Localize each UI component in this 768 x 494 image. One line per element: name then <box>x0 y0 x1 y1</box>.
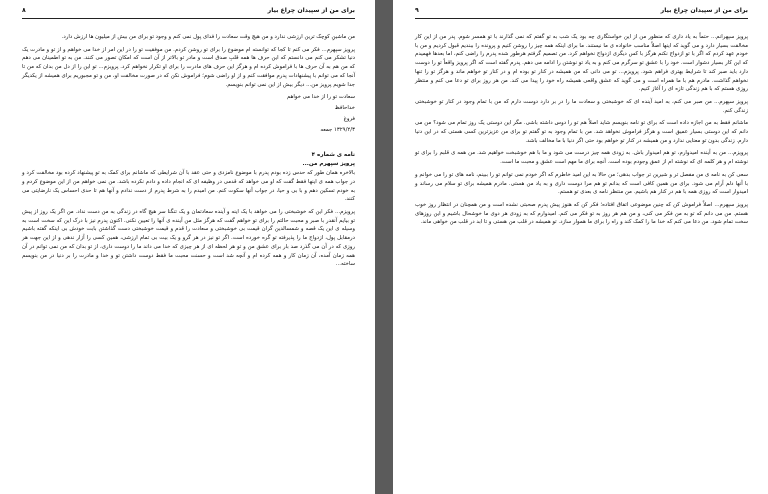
page-body <box>415 33 748 231</box>
running-header <box>415 6 748 19</box>
letter-signoff: خداحافظ <box>334 105 355 112</box>
letter-paragraph: پرویزم... من به آینده امیدوارم، تو هم امیدوار باش. به زودی همه چیز درست می شود و ما با هم خوشبخت خواهیم شد. من همه ی قلبم را برای تو نوشته ام و هر کلمه ای که نوشته ام از عمق وجودم بوده است. آنچه برای ما مهم است عشق و محبت ما است. <box>415 150 748 166</box>
letter-paragraph: پرویز سپهرانم... حتماً به یاد داری که منظور من از این خواستگاری چه بود یک شب به تو گفتم که نمی گذارند با تو همسر شوم. پدر من از این کار مخالفت بسیار دارد و می گوید که اینها اصلاً مناسب خانواده ی ما نیستند. ما برای اینکه همه چیز را روشن کنیم و پرونده را ببندیم قبول کردیم و من با خودم عهد کردم که اگر با تو ازدواج نکنم هرگز با کس دیگری ازدواج نخواهم کرد. من تصمیم گرفتم هرطور شده پدرم را راضی کنم، اما بعدها فهمیدم که این کار بسیار دشوار است. خود را با عشق تو سرگرم می کنم و به یاد تو نوشتن را ادامه می دهم. پدرم گفته است که اگر پرویز واقعاً تو را دوست دارد باید صبر کند تا شرایط بهتری فراهم شود. پرویزم... تو می دانی که من همیشه در کنار تو بوده ام و در کنار تو خواهم ماند و هرگز تو را تنها نخواهم گذاشت. مادرم هم با ما همراه است و می گوید که عشق واقعی همیشه راه خود را پیدا می کند. من هر روز برای تو دعا می کنم و منتظر روزی هستم که با هم زندگی تازه ای را آغاز کنیم. <box>415 34 748 93</box>
letter-paragraph: پرویز سپهرم... اصلاً فراموش کن که چنین موضوعی اتفاق افتاده؛ فکر کن که هنوز پیش پدرم صحبتی نشده است و من همچنان در انتظار روز خوب هستم. من می دانم که تو به من فکر می کنی، و من هم هر روز به تو فکر می کنم. امیدوارم که به زودی هر دوی ما خوشحال باشیم و این روزهای سخت تمام شود. من دعا می کنم که خدا ما را کمک کند و راه را برای ما هموار سازد. تو همیشه در قلب من هستی و تا ابد در قلب من خواهی ماند. <box>415 201 748 226</box>
letter-paragraph: پرویز سپهرم... من صبر می کنم، به امید آینده ای که خوشبختی و سعادت ما را در بر دارد دوست دارم که من با تمام وجود در کنار تو خوشبختی زندگی کنم. <box>415 98 748 114</box>
letter-paragraph: من ماشینِ کوچک ترین ارزشی ندارد و من هیچ وقت سعادت را فدای پول نمی کنم و وجود تو برای من بیش از میلیون ها ارزش دارد. <box>61 34 355 40</box>
running-title: برای من از سپیدان چراغ بیار <box>267 7 355 14</box>
right-page <box>393 0 768 494</box>
letter-paragraph: بالاخره همان طور که حدس زده بودم پدرم با موضوع نامزدی و حتی عقد با آن شرایطی که ماشانم برای کمک به تو پیشنهاد کرده بود مخالفت کرد و در جواب همه ی اینها فقط گفت که او می خواهد که قدمی در وظیفه ای که انجام داده و دادم نکرده باشد. من نمی خواهم من از این موضوع کردم و به خودم تسکین دهم و با بی و حیا، در جواب آنها سکوت کنم. من امیدم را به شرط پدرم از دست ندادم و آنها هم تا حدی احساس یک نارضایتی می کنند. <box>22 170 355 203</box>
letter-signoff: سعادت تو را از خدا می خواهم <box>286 94 355 101</box>
section-spacer <box>22 137 355 151</box>
page-body <box>22 33 355 273</box>
paragraph-gap <box>22 269 355 273</box>
section-heading: پرویز سپهرم من... <box>302 161 355 168</box>
letter-signoff: فروغ <box>343 116 355 123</box>
letter-signoff: ۱۳۲۹/۲/۳ جمعه <box>320 127 355 134</box>
letter-paragraph: ماشانم فقط به من اجازه داده است که برای تو نامه بنویسم شاید اصلاً هم تو را دوس داشته باشی. مگر این دوستی یک روز تمام می شود؟ من می دانم که این دوستی بسیار عمیق است و هرگز فراموش نخواهد شد. من با تمام وجود به تو گفتم تو برای من عزیزترین کسی هستی که در این دنیا دارم. زندگی بدون تو معنایی ندارد و من همیشه در کنار تو خواهم بود حتی اگر دنیا با ما مخالف باشد. <box>415 120 748 144</box>
letter-paragraph: سعی کن به نامه ی من مفصل تر و شیرین تر جواب بدهی؛ من حالا به این امید خاطرم که اگر خودم نمی توانم تو را ببینم، نامه های تو را می خوانم و با آنها دلم آرام می شود. برای من همین کافی است که بدانم تو هم مرا دوست داری و به یاد من هستی. مادرم همیشه برای تو سلام می رساند و امیدوار است که روزی همه با هم در کنار هم باشیم. من منتظر نامه ی بعدی تو هستم. <box>415 171 748 196</box>
paragraph-gap <box>415 227 748 231</box>
left-page <box>0 0 375 494</box>
running-header <box>22 6 355 19</box>
letter-paragraph: پرویز سپهرم... فکر می کنم تا کجا که توانسته ام موضوع را برای تو روشن کردم. من موفقیت تو را در این امر از خدا می خواهم و از تو و مادرت یک دنیا تشکر می کنم می دانستم که این حرف ها همه قلبِ صدق است و مادر تو بالاتر از آن است که امکانِ تصور می کنند. من به تو اطمینان می دهم که من هم به آن حرف ها با فراموش کرده ام و هرگز این حرف های مادرت را برای او تکرار نخواهم کرد. پرویزم... تو این را از دل من بدان که من تا آنجا که می توانم با پیشنهادات پدرم موافقت کنم و از او راضی شوم؛ فراموش نکن که در صورت مخالفت او، من و تو مجبوریم برای همیشه از یکدیگر جدا شویم پرویز من... دیگر بیش از این نمی توانم بنویسم. <box>22 46 355 88</box>
section-heading: نامه ی شماره ۴ <box>311 152 355 159</box>
page-number: ۹ <box>415 7 419 14</box>
page-number: ۸ <box>22 7 26 14</box>
letter-paragraph: پرویزم... فکر این که خوشبختی را می خواهد با یک اینه و آینده سعادتمان و یک تنگنا سر هیچ گاه در زندگی به من دست نداد. من اگر یک روز از پیش تو بیایم آنقدر با صبر و محبت حالتم را برای تو خواهم گفت که هرگز مثل من آینده ی آنها را تعیین نکنی. اکنون پدرم نیز با درک این که سخت است به وسیله ی این یک قصه و شمسالدین گران قیمت بی خوشبختی و سعادت را قدم و قیمت خوشبختی دست گذاشتن بابت خودش بی اینکه گفته باشیم درمقابل پول، ازدواج ما را پذیرفته تو گره خورده است. اگر تو نیز در هر گرو و یک بیت بی تمام ارزشی، همین کسی را آزار ندهی و از این جهت هر روزی که در آن می گذرد صد بار برای عشق من و تو هر لحظه ای از هر چیزی که خدا می داند ما را دوست داری، از تو بدان که من نمی توانم در آن همه زمان آمده، آن زمان کار و همه کرده ام و آنچه شد است و حسنت محبت ما فقط دوست داشتن تو و خدا و مادرت را بر دنیا در من بنویسم ساخته... <box>22 209 355 268</box>
running-title: برای من از سپیدان چراغ بیار <box>660 7 748 14</box>
